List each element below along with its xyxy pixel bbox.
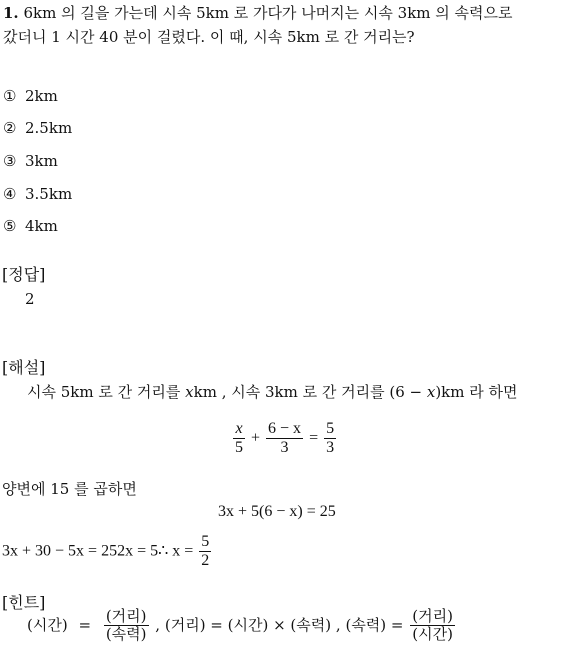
answer-value: 2 xyxy=(25,290,35,308)
equation-3: 3x + 30 − 5x = 252x = 5∴ x = $\frac{5}{2}$ xyxy=(2,533,210,570)
question-line-1 xyxy=(3,2,513,23)
option-marker: ④ xyxy=(3,185,17,203)
explanation-step: 양변에 15 를 곱하면 xyxy=(2,480,137,498)
option-text: 3km xyxy=(25,152,58,170)
question-text-line-1: 6km 의 길을 가는데 시속 5km 로 가다가 나머지는 시속 3km 의 속력으로 xyxy=(23,4,513,22)
fraction-5-over-2: $\frac{5}{2}$ xyxy=(201,533,210,570)
explanation-label: [해설] xyxy=(2,358,46,377)
option-text: 2km xyxy=(25,87,58,105)
question-number: 1. xyxy=(3,4,19,22)
option-1[interactable] xyxy=(3,87,58,105)
answer-label: [정답] xyxy=(2,265,46,284)
option-5[interactable] xyxy=(3,217,58,235)
option-text: 2.5km xyxy=(25,119,73,137)
fraction-6-minus-x-over-3: $\frac{6 - x}{3}$ xyxy=(268,420,302,457)
option-marker: ⑤ xyxy=(3,217,17,235)
fraction-distance-over-speed: $\frac{\text{(거리)}}{\text{(속력)}}$ xyxy=(105,607,147,644)
option-text: 3.5km xyxy=(25,185,73,203)
option-text: 4km xyxy=(25,217,58,235)
explanation-intro: 시속 5km 로 간 거리를 xkm , 시속 3km 로 간 거리를 (6 − x)km 라 하면 xyxy=(27,383,518,401)
fraction-5-over-3: $\frac{5}{3}$ xyxy=(326,420,335,457)
variable-x: x xyxy=(426,383,436,401)
fraction-distance-over-time: $\frac{\text{(거리)}}{\text{(시간)}}$ xyxy=(412,607,453,644)
option-3[interactable] xyxy=(3,152,58,170)
option-marker: ② xyxy=(3,119,17,137)
fraction-x-over-5: $\frac{x}{5}$ xyxy=(235,420,243,457)
equation-1: $\frac{x}{5}$ + $\frac{6 - x}{3}$ = $\frac{5}{3}$ xyxy=(235,420,335,457)
question-text-line-2: 갔더니 1 시간 40 분이 걸렸다. 이 때, 시속 5km 로 간 거리는? xyxy=(3,28,415,46)
variable-x: x xyxy=(185,383,194,401)
equation-2: 3x + 5(6 − x) = 25 xyxy=(218,503,336,520)
option-marker: ③ xyxy=(3,152,17,170)
hint-formulas: (시간) = $\frac{\text{(거리)}}{\text{(속력)}}$ , (거리) = (시간) × (속력) , (속력) = $\frac{\text{(거리)}}{\text{(시간)}}$ xyxy=(27,607,453,644)
option-marker: ① xyxy=(3,87,17,105)
option-4[interactable] xyxy=(3,185,72,203)
option-2[interactable] xyxy=(3,119,72,137)
hint-label: [힌트] xyxy=(2,593,46,612)
